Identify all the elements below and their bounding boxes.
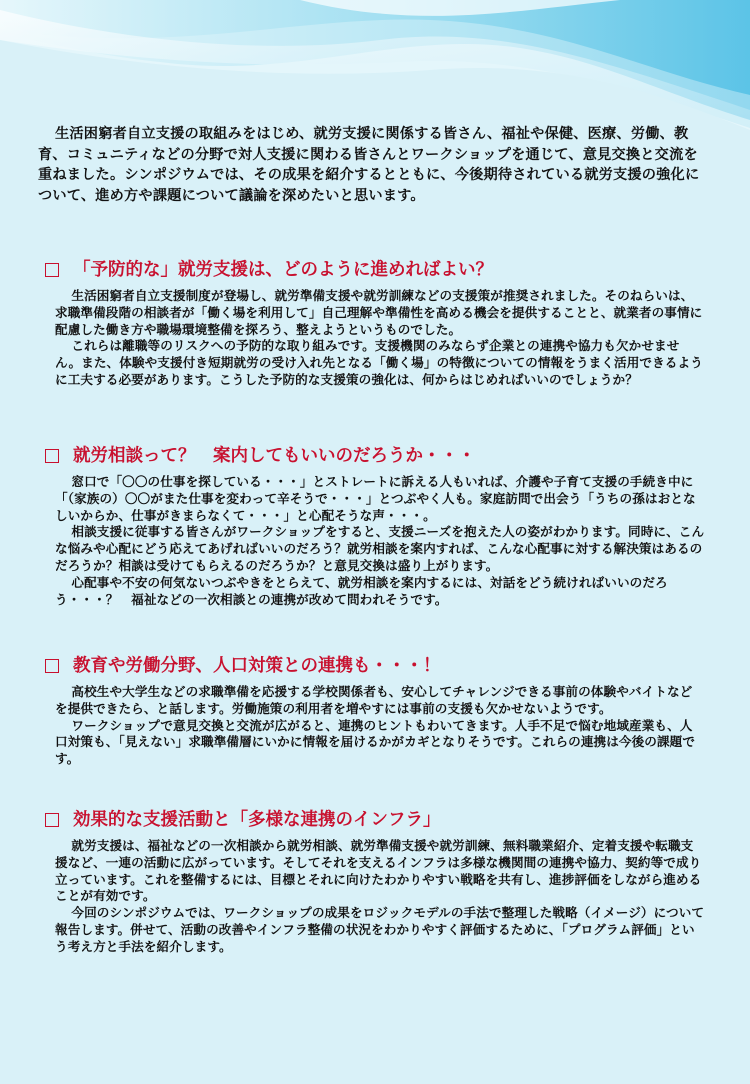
checkbox-icon xyxy=(45,449,59,463)
header-wave-decoration xyxy=(0,0,750,130)
section-paragraph: 就労支援は、福祉などの一次相談から就労相談、就労準備支援や就労訓練、無料職業紹介、定着支援や転職支援など、一連の活動に広がっています。そしてそれを支えるインフラは多様な機関間の連携や協力、契約等で成り立っています。これを整備するには、目標とそれに向けたわかりやすい戦略を共有し、進捗評価をしながら進めることが有効です。 xyxy=(55,838,702,904)
section-paragraph: ワークショップで意見交換と交流が広がると、連携のヒントもわいてきます。人手不足で悩む地域産業も、人口対策も、「見えない」求職準備層にいかに情報を届けるかがカギとなりそうです。これらの連携は今後の課題です。 xyxy=(55,717,696,767)
section-paragraph: 心配事や不安の何気ないつぶやきをとらえて、就労相談を案内するには、対話をどう続ければいいのだろう・・・？ 福祉などの一次相談との連携が改めて問われそうです。 xyxy=(55,574,668,607)
checkbox-icon xyxy=(45,263,59,277)
section-paragraph: これらは離職等のリスクへの予防的な取り組みです。支援機関のみならず企業との連携や協力も欠かせません。また、体験や支援付き短期就労の受け入れ先となる「働く場」の特徴についての情報をうまく活用できるように工夫する必要があります。こうした予防的な支援策の強化は、何からはじめればいいのでしょうか？ xyxy=(55,338,703,387)
section-paragraph: 窓口で「〇〇の仕事を探している・・・」とストレートに訴える人もいれば、介護や子育て支援の手続き中に「（家族の）〇〇がまた仕事を変わって辛そうで・・・」とつぶやく人も。家庭訪問で出会う「うちの孫はおとなしいからか、仕事がきまらなくて・・・」と心配そうな声・・・。 xyxy=(55,474,696,523)
checkbox-icon xyxy=(45,659,59,673)
section-title: 効果的な支援活動と「多様な連携のインフラ」 xyxy=(45,808,705,832)
section-paragraph: 生活困窮者自立支援制度が登場し、就労準備支援や就労訓練などの支援策が推奨されました。そのねらいは、求職準備段階の相談者が「働く場を利用して」自己理解や準備性を高める機会を提供することと、就業者の事情に配慮した働き方や職場環境整備を探ろう、整えようというものでした。 xyxy=(55,288,703,337)
section-education-labor-collaboration xyxy=(45,654,705,768)
section-title: 就労相談って？ 案内してもいいのだろうか・・・ xyxy=(45,444,705,468)
section-paragraph: 今回のシンポジウムでは、ワークショップの成果をロジックモデルの手法で整理した戦略（イメージ）について報告します。併せて、活動の改善やインフラ整備の状況をわかりやすく評価するために、「プログラム評価」という考え方と手法を紹介します。 xyxy=(55,905,705,954)
section-employment-consultation xyxy=(45,444,705,608)
section-paragraph: 相談支援に従事する皆さんがワークショップをすると、支援ニーズを抱えた人の姿がわかります。同時に、こんな悩みや心配にどう応えてあげればいいのだろう？就労相談を案内すれば、こんな心配事に対する解決策はあるのだろうか？相談は受けてもらえるのだろうか？と意見交換は盛り上がります。 xyxy=(55,524,705,573)
intro-text: 生活困窮者自立支援の取組みをはじめ、就労支援に関係する皆さん、福祉や保健、医療、労働、教育、コミュニティなどの分野で対人支援に関わる皆さんとワークショップを通じて、意見交換と交流を重ねました。シンポジウムでは、その成果を紹介するとともに、今後期待されている就労支援の強化について、進め方や課題について議論を深めたいと思います。 xyxy=(38,126,700,204)
section-effective-support-infrastructure xyxy=(45,808,705,956)
section-title: 「予防的な」就労支援は、どのように進めればよい？ xyxy=(45,258,705,282)
checkbox-icon xyxy=(45,813,59,827)
section-paragraph: 高校生や大学生などの求職準備を応援する学校関係者も、安心してチャレンジできる事前の体験やバイトなどを提供できたら、と話します。労働施策の利用者を増やすには事前の支援も欠かせないようです。 xyxy=(55,684,693,716)
section-title: 教育や労働分野、人口対策との連携も・・・！ xyxy=(45,654,705,678)
section-preventive-support xyxy=(45,258,705,389)
